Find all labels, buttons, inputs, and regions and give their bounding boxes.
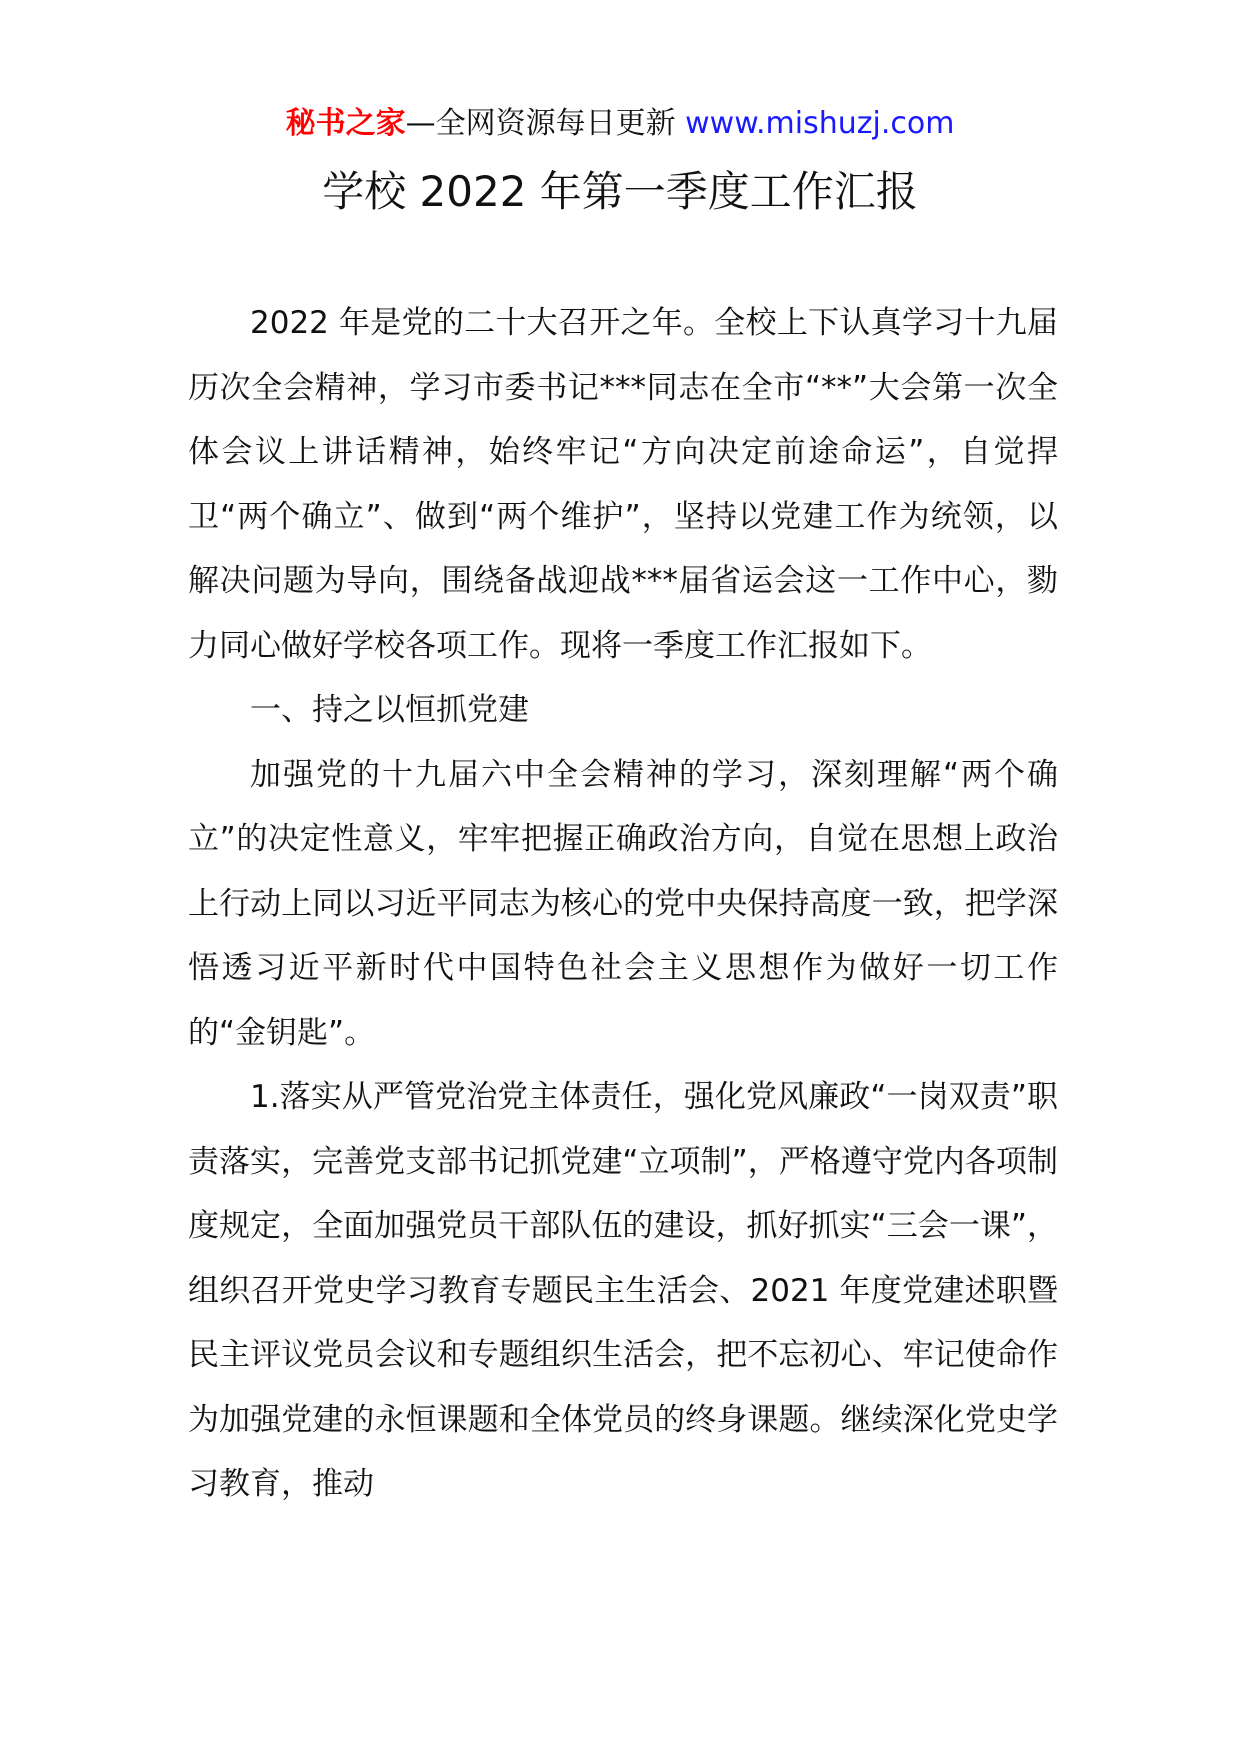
intro-paragraph: 2022 年是党的二十大召开之年。全校上下认真学习十九届历次全会精神，学习市委书记***同志在全市“**”大会第一次全体会议上讲话精神，始终牢记“方向决定前途命运”，自觉捍卫“两个确立”、做到“两个维护”，坚持以党建工作为统领，以解决问题为导向，围绕备战迎战***届省运会这一工作中心，勠力同心做好学校各项工作。现将一季度工作汇报如下。 — [188, 305, 1058, 664]
website-link[interactable]: www.mishuzj.com — [685, 106, 955, 141]
body-paragraph: 加强党的十九届六中全会精神的学习，深刻理解“两个确立”的决定性意义，牢牢把握正确政治方向，自觉在思想上政治上行动上同以习近平同志为核心的党中央保持高度一致，把学深悟透习近平新时代中国特色社会主义思想作为做好一切工作的“金钥匙”。 — [188, 756, 1058, 1051]
section-heading: 一、持之以恒抓党建 — [250, 692, 529, 728]
document-title: 学校 2022 年第一季度工作汇报 — [322, 167, 918, 216]
body-paragraph: 1.落实从严管党治党主体责任，强化党风廉政“一岗双责”职责落实，完善党支部书记抓党建“立项制”，严格遵守党内各项制度规定，全面加强党员干部队伍的建设，抓好抓实“三会一课”，组织召开党史学习教育专题民主生活会、2021 年度党建述职暨民主评议党员会议和专题组织生活会，把不忘初心、牢记使命作为加强党建的永恒课题和全体党员的终身课题。继续深化党史学习教育，推动 — [188, 1079, 1058, 1502]
document-body — [188, 291, 1058, 1517]
site-header — [0, 104, 1240, 144]
brand-name: 秘书之家 — [285, 106, 406, 141]
header-tagline: —全网资源每日更新 — [405, 106, 676, 141]
